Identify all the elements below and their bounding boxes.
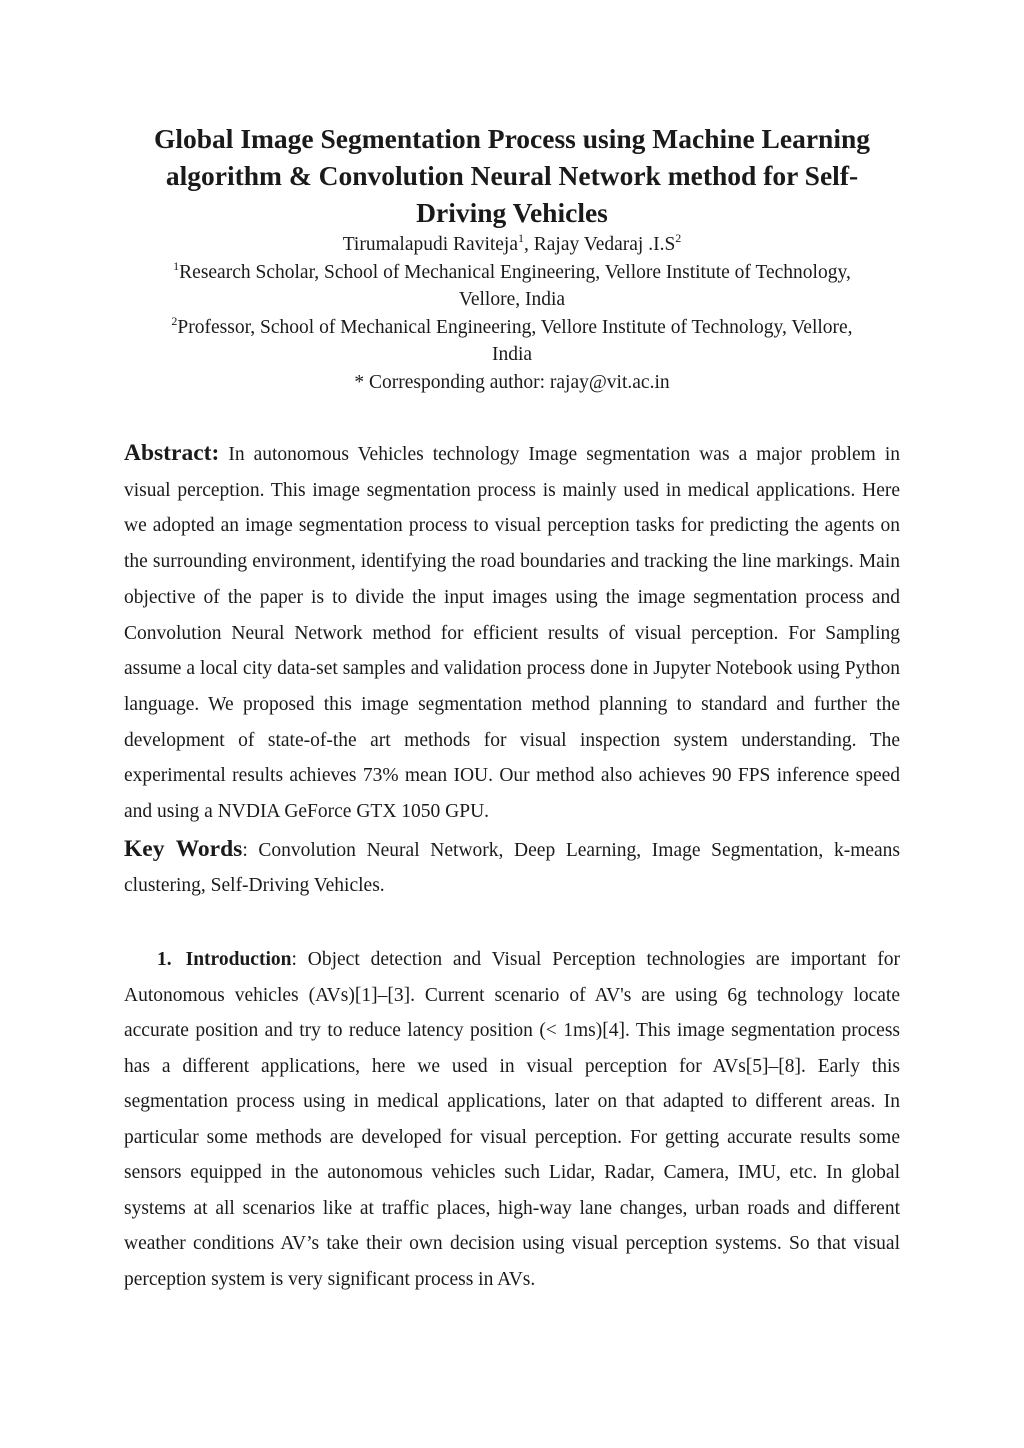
affiliation-mark: 2	[171, 313, 178, 328]
affiliation	[124, 314, 900, 369]
paper-title	[104, 120, 920, 231]
affiliation	[124, 259, 900, 314]
affiliation-line	[124, 314, 900, 342]
keywords-text: : Convolution Neural Network, Deep Learning, Image Segmentation, k-means clustering, Self-Driving Vehicles.	[124, 839, 901, 897]
introduction-section	[124, 942, 900, 1297]
title-line: Driving Vehicles	[416, 197, 608, 228]
abstract-label: Abstract:	[124, 440, 220, 466]
author-separator: ,	[524, 234, 534, 255]
title-line: algorithm & Convolution Neural Network method for Self-	[165, 160, 859, 191]
affiliation-text: Research Scholar, School of Mechanical Engineering, Vellore Institute of Technology,	[179, 261, 851, 283]
section-heading: Introduction	[185, 949, 292, 971]
keywords	[124, 832, 900, 904]
affiliation-text: Professor, School of Mechanical Engineering, Vellore Institute of Technology, Vellore,	[177, 316, 853, 338]
author-affil-mark: 1	[518, 231, 525, 245]
affiliation-line	[124, 259, 900, 287]
keywords-label: Key Words	[124, 835, 243, 862]
paper-page	[124, 120, 900, 1297]
author-affil-mark: 2	[675, 231, 682, 245]
affiliation-line: Vellore, India	[458, 289, 566, 310]
corresponding-author: * Corresponding author: rajay@vit.ac.in	[354, 371, 670, 393]
section-number: 1.	[157, 949, 172, 971]
author-name: Tirumalapudi Raviteja	[342, 234, 519, 255]
affiliation-mark: 1	[173, 258, 180, 273]
section-text: : Object detection and Visual Perception technologies are important for Autonomous vehicles (AVs)[1]–[3]. Current scenario of AV's are using 6g technology locate accurate position and try to reduce latency position (< 1ms)[4]. This image segmentation process has a different applications, here we used in visual perception for AVs[5]–[8]. Early this segmentation process using in medical applications, later on that adapted to different areas. In particular some methods are developed for visual perception. For getting accurate results some sensors equipped in the autonomous vehicles such Lidar, Radar, Camera, IMU, etc. In global systems at all scenarios like at traffic places, high-way lane changes, urban roads and different weather conditions AV’s take their own decision using visual perception systems. So that visual perception system is very significant process in AVs.	[124, 949, 900, 1290]
affiliation-line: India	[491, 344, 533, 365]
abstract	[124, 436, 900, 830]
title-line: Global Image Segmentation Process using Machine Learning	[153, 123, 871, 154]
abstract-text: In autonomous Vehicles technology Image segmentation was a major problem in visual perception. This image segmentation process is mainly used in medical applications. Here we adopted an image segmentation process to visual perception tasks for predicting the agents on the surrounding environment, identifying the road boundaries and tracking the line markings. Main objective of the paper is to divide the input images using the image segmentation process and Convolution Neural Network method for efficient results of visual perception. For Sampling assume a local city data-set samples and validation process done in Jupyter Notebook using Python language. We proposed this image segmentation method planning to standard and further the development of state-of-the art methods for visual inspection system understanding. The experimental results achieves 73% mean IOU. Our method also achieves 90 FPS inference speed and using a NVDIA GeForce GTX 1050 GPU.	[124, 444, 900, 823]
author-list	[124, 231, 900, 259]
author-name: Rajay Vedaraj .I.S	[533, 234, 676, 255]
